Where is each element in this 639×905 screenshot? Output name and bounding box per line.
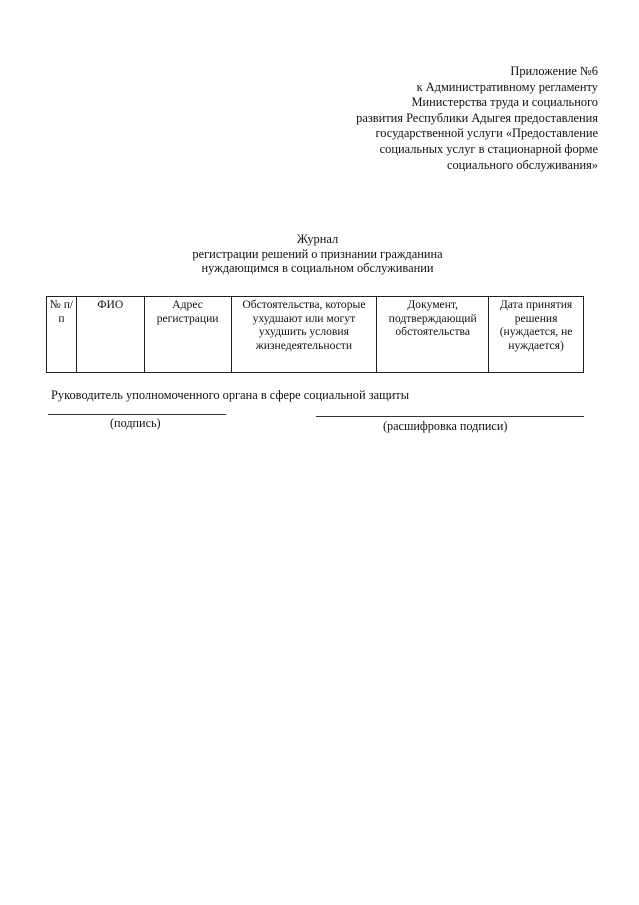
signature-caption: (подпись) <box>110 416 161 430</box>
column-header-number <box>47 297 77 373</box>
appendix-line: развития Республики Адыгея предоставления <box>356 110 598 125</box>
appendix-block <box>268 64 598 173</box>
column-header-address <box>144 297 231 373</box>
signature-line <box>48 414 226 415</box>
column-header-label: Адрес регистрации <box>156 298 219 325</box>
column-header-label: Дата принятия решения (нуждается, не нуждается) <box>499 298 573 352</box>
journal-title: Журнал <box>296 232 339 246</box>
column-header-document <box>377 297 489 373</box>
column-header-label: № п/п <box>49 298 74 325</box>
journal-subtitle-line-2: нуждающимся в социальном обслуживании <box>201 261 434 276</box>
table-header-row <box>47 297 584 373</box>
column-header-label: Документ, подтверждающий обстоятельства <box>388 298 477 339</box>
appendix-line: Министерства труда и социального <box>411 95 598 110</box>
journal-title-block <box>0 232 639 276</box>
signer-label: Руководитель уполномоченного органа в сфере социальной защиты <box>51 388 410 402</box>
journal-subtitle-line-1: регистрации решений о признании гражданина <box>192 246 443 261</box>
appendix-line: Приложение №6 <box>510 64 598 78</box>
registration-table <box>46 296 584 373</box>
column-header-circumstances <box>231 297 377 373</box>
appendix-line: социального обслуживания» <box>446 157 598 172</box>
appendix-line: к Административному регламенту <box>416 79 598 94</box>
column-header-label: Обстоятельства, которые ухудшают или могут ухудшить условия жизнедеятельности <box>242 298 366 352</box>
signature-decoding-line <box>316 416 584 417</box>
appendix-line: социальных услуг в стационарной форме <box>379 141 598 156</box>
column-header-decision-date <box>489 297 584 373</box>
appendix-line: государственной услуги «Предоставление <box>375 126 598 141</box>
column-header-label: ФИО <box>97 298 124 311</box>
column-header-full-name <box>76 297 144 373</box>
signature-decoding-caption: (расшифровка подписи) <box>383 419 508 433</box>
